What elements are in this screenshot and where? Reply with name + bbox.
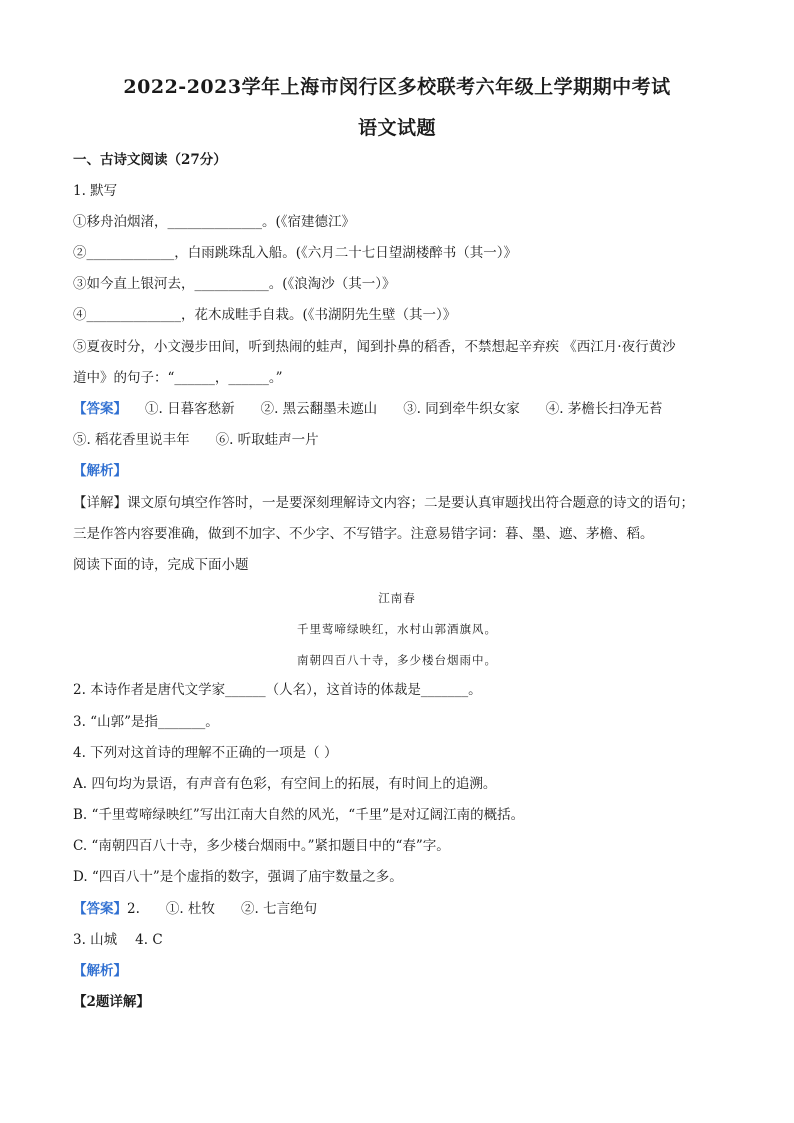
answer-2-line-1 xyxy=(73,899,723,919)
answer-prefix: 2. xyxy=(127,901,140,917)
detail-tag: 【详解】 xyxy=(73,495,127,511)
answer-1-line-2 xyxy=(73,430,723,450)
question-1-item-3: ③如今直上银河去，___________。(《浪淘沙（其一）》 xyxy=(73,276,396,292)
detail-text: 课文原句填空作答时，一是要深刻理解诗文内容；二是要认真审题找出符合题意的诗文的语句； xyxy=(127,495,694,511)
question-1-item-1: ①移舟泊烟渚，______________。(《宿建德江》 xyxy=(73,214,356,230)
option-a: A. 四句均为景语，有声音有色彩，有空间上的拓展，有时间上的追溯。 xyxy=(73,776,497,792)
answer-item: ④. 茅檐长扫净无苔 xyxy=(545,401,663,417)
answer-tag: 【答案】 xyxy=(73,401,127,417)
answer-item: ①. 日暮客愁新 xyxy=(145,401,235,417)
answer-1-line-1 xyxy=(73,399,723,419)
option-b: B. “千里莺啼绿映红”写出江南大自然的风光，“千里”是对辽阔江南的概括。 xyxy=(73,807,525,823)
analysis-tag: 【解析】 xyxy=(73,963,127,979)
answer-item: ⑥. 听取蛙声一片 xyxy=(215,432,319,448)
poem-title: 江南春 xyxy=(378,591,416,605)
detail-1-line-1 xyxy=(73,493,723,513)
answer-item: 3. 山城 xyxy=(73,932,118,948)
answer-item: ③. 同到牵牛织女家 xyxy=(403,401,520,417)
question-2: 2. 本诗作者是唐代文学家______（人名），这首诗的体裁是_______。 xyxy=(73,682,482,698)
question-3: 3. “山郭”是指_______。 xyxy=(73,714,219,730)
answer-item: 4. C xyxy=(135,932,163,948)
detail-1-line-2: 三是作答内容要准确，做到不加字、不少字、不写错字。注意易错字词：暮、墨、遮、茅檐、稻。 xyxy=(73,526,654,542)
question-4: 4. 下列对这首诗的理解不正确的一项是（ ） xyxy=(73,745,338,761)
question-1-item-2: ②_____________，白雨跳珠乱入船。(《六月二十七日望湖楼醉书（其一）》 xyxy=(73,245,518,261)
reading-intro: 阅读下面的诗，完成下面小题 xyxy=(73,557,249,573)
question-1-item-4: ④______________，花木成畦手自栽。(《书湖阴先生壁（其一）》 xyxy=(73,307,457,323)
question-1-heading: 1. 默写 xyxy=(73,183,118,199)
answer-2-line-2 xyxy=(73,930,723,950)
analysis-tag: 【解析】 xyxy=(73,463,127,479)
document-title: 2022-2023学年上海市闵行区多校联考六年级上学期期中考试 xyxy=(123,76,671,98)
document-subtitle: 语文试题 xyxy=(357,117,436,139)
question-1-item-5-cont: 道中》的句子：“______，______。” xyxy=(73,370,283,386)
poem-line-2: 南朝四百八十寺，多少楼台烟雨中。 xyxy=(297,653,497,667)
question-1-item-5: ⑤夏夜时分，小文漫步田间，听到热闹的蛙声，闻到扑鼻的稻香，不禁想起辛弃疾 《西江月·夜行黄沙 xyxy=(73,339,676,355)
answer-tag: 【答案】 xyxy=(73,901,127,917)
answer-item: ②. 黑云翻墨未遮山 xyxy=(260,401,378,417)
answer-item: ⑤. 稻花香里说丰年 xyxy=(73,432,190,448)
answer-item: ①. 杜牧 xyxy=(165,901,215,917)
poem-line-1: 千里莺啼绿映红，水村山郭酒旗风。 xyxy=(297,622,497,636)
detail-2-heading: 【2题详解】 xyxy=(73,994,150,1010)
option-d: D. “四百八十”是个虚指的数字，强调了庙宇数量之多。 xyxy=(73,869,403,885)
answer-item: ②. 七言绝句 xyxy=(240,901,318,917)
option-c: C. “南朝四百八十寺，多少楼台烟雨中。”紧扣题目中的“春”字。 xyxy=(73,838,450,854)
section-heading: 一、古诗文阅读（27分） xyxy=(73,152,227,168)
